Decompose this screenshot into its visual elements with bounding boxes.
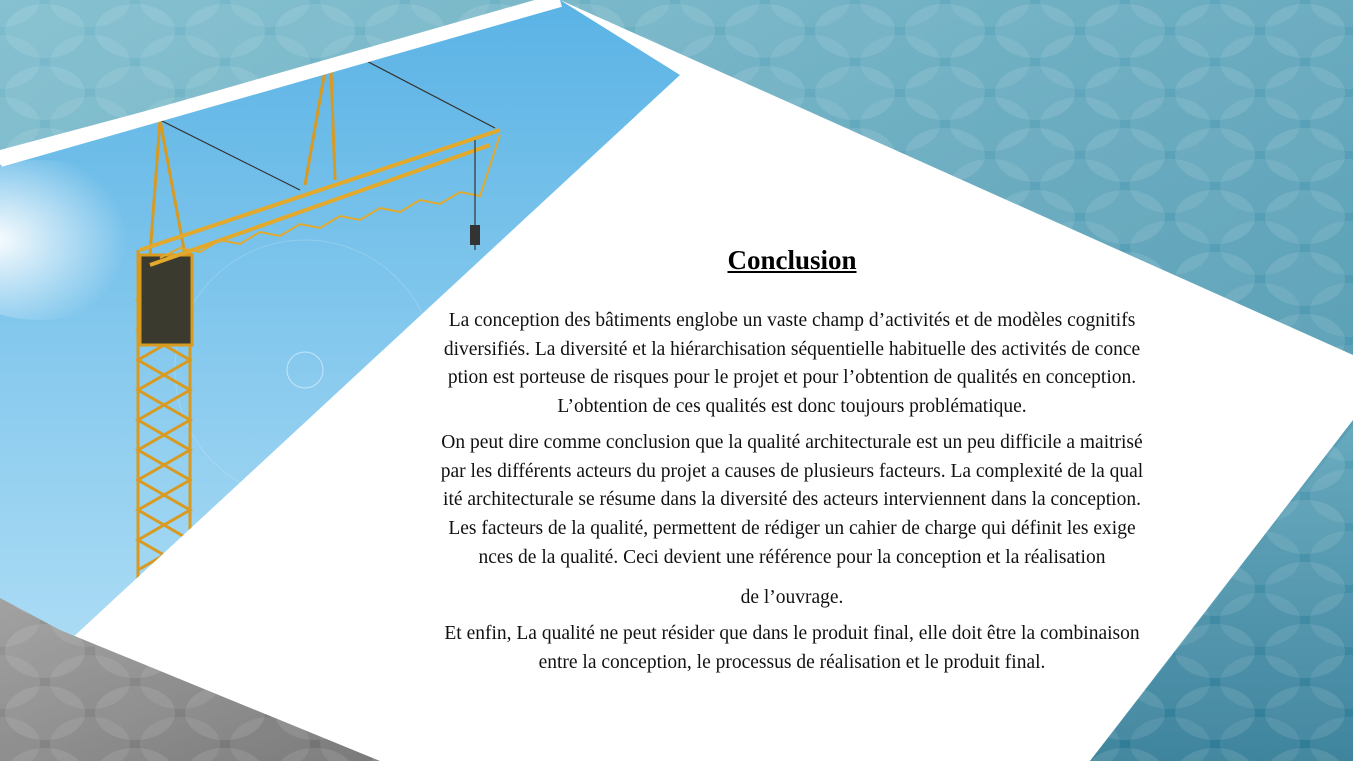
- paragraph-3: [380, 584, 1204, 613]
- crane-cab: [140, 255, 192, 345]
- text-line: ité architecturale se résume dans la diversité des acteurs interviennent dans la conception.: [443, 489, 1141, 511]
- text-line: ption est porteuse de risques pour le projet et pour l’obtention de qualités en conception.: [447, 367, 1137, 389]
- text-line: La conception des bâtiments englobe un vaste champ d’activités et de modèles cognitifs: [448, 310, 1136, 331]
- conclusion-text: [380, 307, 1204, 677]
- text-line: entre la conception, le processus de réalisation et le produit final.: [538, 651, 1046, 673]
- slide-title: Conclusion: [727, 245, 857, 275]
- paragraph-4: [380, 620, 1204, 677]
- text-line: nces de la qualité. Ceci devient une référence pour la conception et la réalisation: [478, 546, 1106, 568]
- paragraph-2: [380, 429, 1204, 573]
- text-line: diversifiés. La diversité et la hiérarchisation séquentielle habituelle des activités de conce: [443, 338, 1141, 360]
- crane-hook: [470, 225, 480, 245]
- paragraph-1: [380, 307, 1204, 422]
- text-line: On peut dire comme conclusion que la qualité architecturale est un peu difficile a maitrisé: [441, 431, 1143, 453]
- text-line: Et enfin, La qualité ne peut résider que dans le produit final, elle doit être la combinaison: [444, 623, 1140, 645]
- text-line: par les différents acteurs du projet a causes de plusieurs facteurs. La complexité de la qual: [440, 460, 1144, 482]
- text-line: de l’ouvrage.: [740, 587, 844, 609]
- text-line: Les facteurs de la qualité, permettent de rédiger un cahier de charge qui définit les exige: [448, 517, 1136, 539]
- text-line: L’obtention de ces qualités est donc toujours problématique.: [557, 396, 1027, 418]
